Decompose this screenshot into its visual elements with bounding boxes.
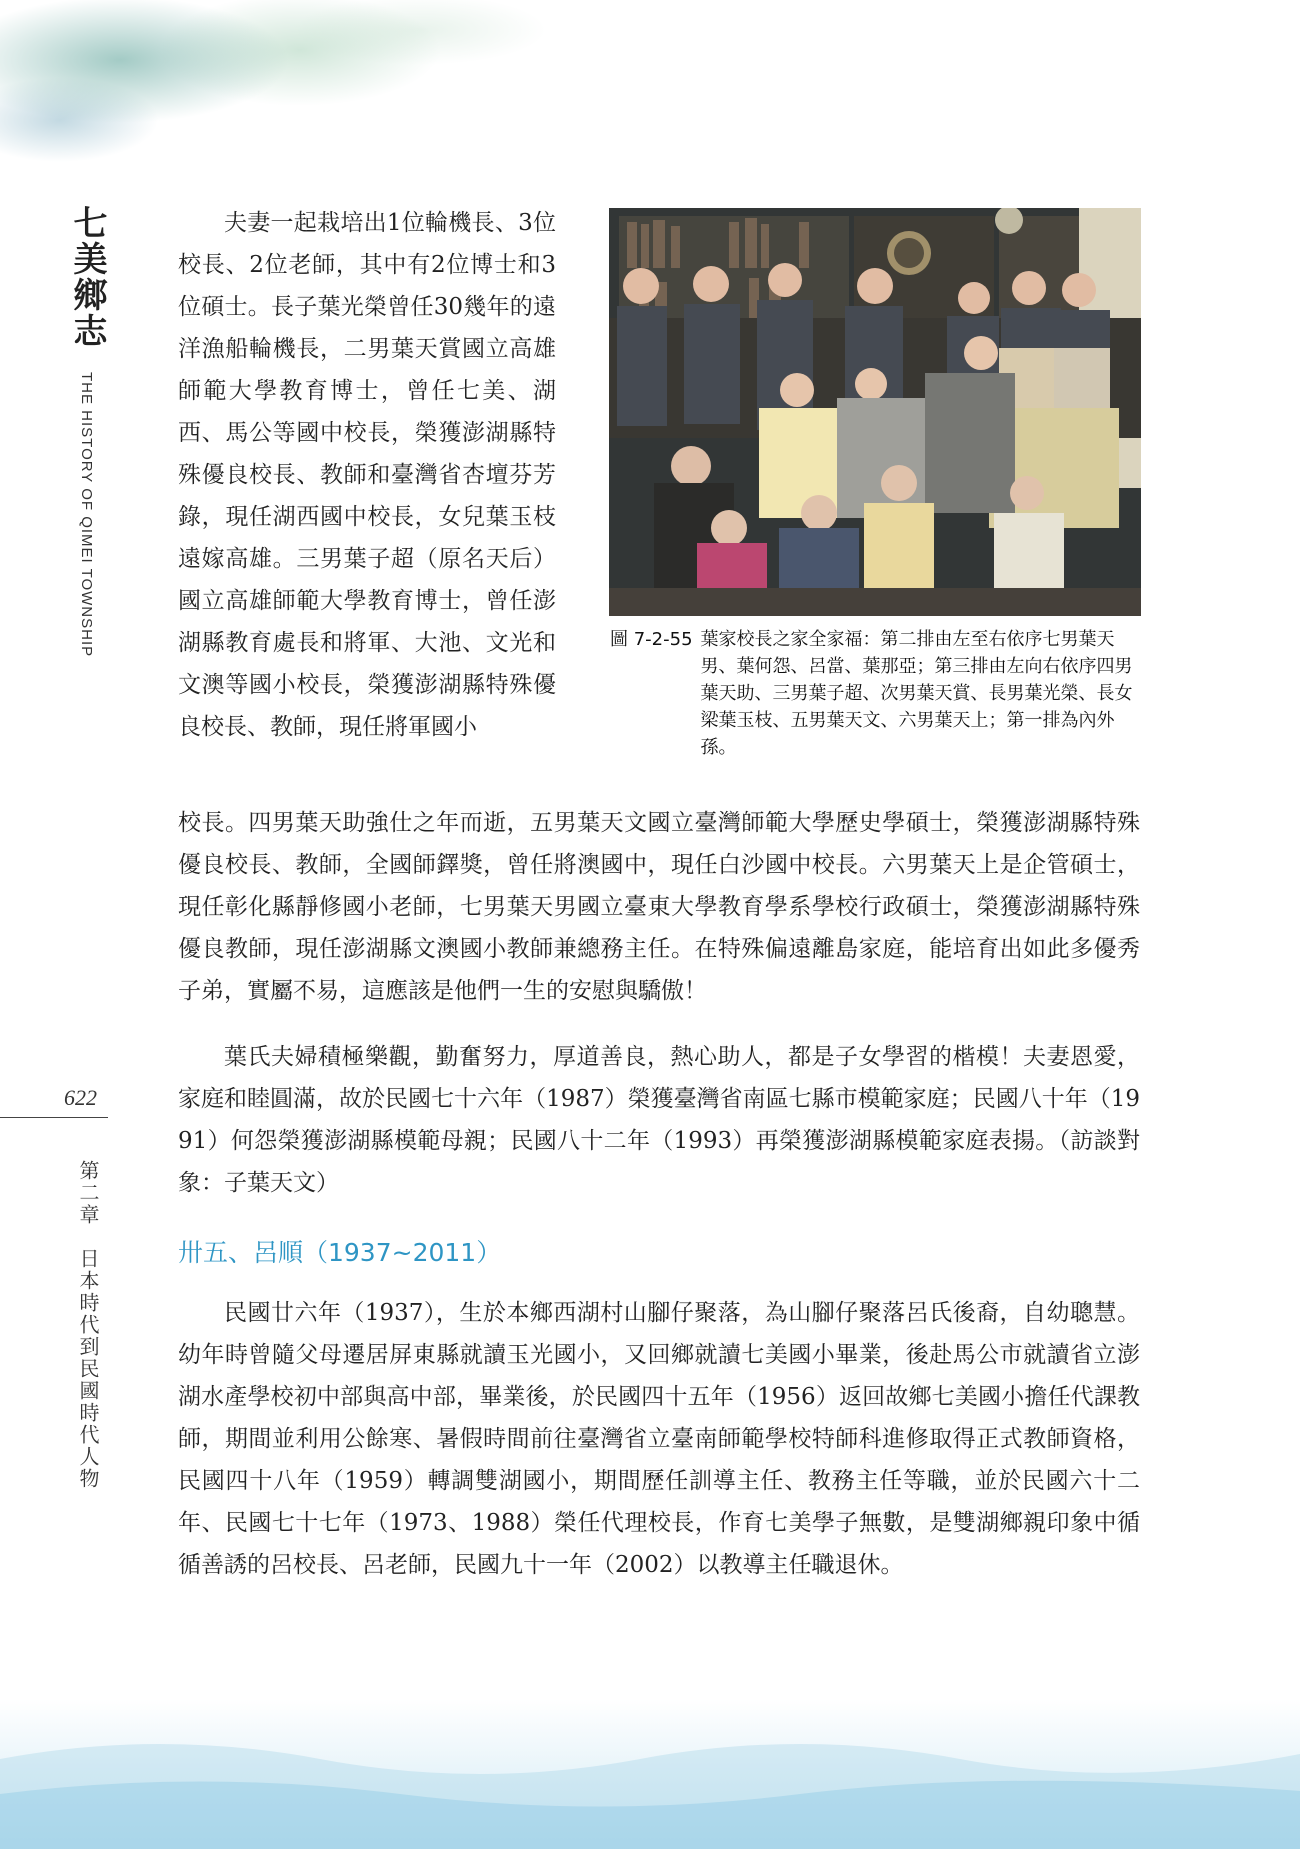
book-title: 七美鄉志 [67,205,107,349]
book-title-english: THE HISTORY OF QIMEI TOWNSHIP [78,372,95,658]
family-photo [609,208,1141,616]
figure-caption [610,626,1145,761]
body-paragraph-1-continued: 校長。四男葉天助強仕之年而逝，五男葉天文國立臺灣師範大學歷史學碩士，榮獲澎湖縣特殊優良校長、教師，全國師鐸獎，曾任將澳國中，現任白沙國中校長。六男葉天上是企管碩士，現任彰化縣靜修國小老師，七男葉天男國立臺東大學教育學系學校行政碩士，榮獲澎湖縣特殊優良教師，現任澎湖縣文澳國小教師兼總務主任。在特殊偏遠離島家庭，能培育出如此多優秀子弟，實屬不易，這應該是他們一生的安慰與驕傲！ [178,810,1140,1004]
figure-caption-number: 圖 7-2-55 [610,629,693,650]
figure-caption-text: 葉家校長之家全家福：第二排由左至右依序七男葉天男、葉何怨、呂當、葉那亞；第三排由左向右依序四男葉天助、三男葉子超、次男葉天賞、長男葉光榮、長女梁葉玉枝、五男葉天文、六男葉天上；第一排為內外孫。 [700,629,1133,758]
body-paragraph-2: 葉氏夫婦積極樂觀，勤奮努力，厚道善良，熱心助人，都是子女學習的楷模！夫妻恩愛，家庭和睦圓滿，故於民國七十六年（1987）榮獲臺灣省南區七縣市模範家庭；民國八十年（1991）何怨榮獲澎湖縣模範母親；民國八十二年（1993）再榮獲澎湖縣模範家庭表揚。（訪談對象：子葉天文） [178,1044,1140,1196]
page-number: 622 [64,1085,97,1110]
header-decoration [0,0,560,190]
page-number-rule [0,1117,108,1118]
body-paragraph-3: 民國廿六年（1937），生於本鄉西湖村山腳仔聚落，為山腳仔聚落呂氏後裔，自幼聰慧。幼年時曾隨父母遷居屏東縣就讀玉光國小，又回鄉就讀七美國小畢業，後赴馬公市就讀省立澎湖水產學校初中部與高中部，畢業後，於民國四十五年（1956）返回故鄉七美國小擔任代課教師，期間並利用公餘寒、暑假時間前往臺灣省立臺南師範學校特師科進修取得正式教師資格，民國四十八年（1959）轉調雙湖國小，期間歷任訓導主任、教務主任等職，並於民國六十二年、民國七十七年（1973、1988）榮任代理校長，作育七美學子無數，是雙湖鄉親印象中循循善誘的呂校長、呂老師，民國九十一年（2002）以教導主任職退休。 [178,1300,1140,1578]
body-paragraph-1-wrapped: 夫妻一起栽培出1位輪機長、3位校長、2位老師，其中有2位博士和3位碩士。長子葉光榮曾任30幾年的遠洋漁船輪機長，二男葉天賞國立高雄師範大學教育博士，曾任七美、湖西、馬公等國中校長，榮獲澎湖縣特殊優良校長、教師和臺灣省杏壇芬芳錄，現任湖西國中校長，女兒葉玉枝遠嫁高雄。三男葉子超（原名天后） 國立高雄師範大學教育博士，曾任澎湖縣教育處長和將軍、大池、文光和文澳等國小校長，榮獲澎湖縣特殊優良校長、教師，現任將軍國小 [178,210,556,740]
footer-wave-decoration [0,1699,1300,1849]
family-photo-illustration [609,208,1141,616]
section-heading: 卅五、呂順（1937~2011） [178,1238,502,1267]
chapter-title: 第二章 日本時代到民國時代人物 [76,1160,100,1490]
